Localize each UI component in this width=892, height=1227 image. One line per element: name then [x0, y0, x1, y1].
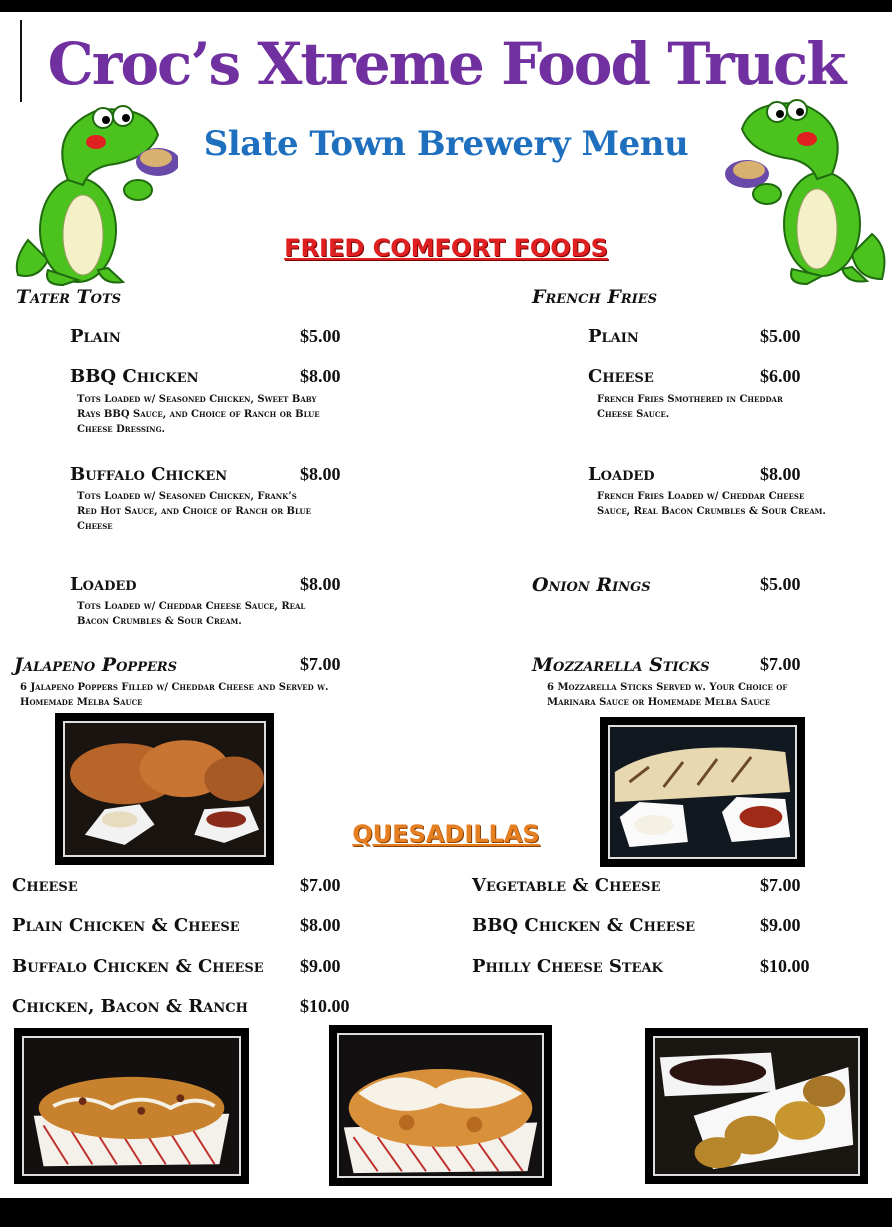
menu-item-name: Cheese [588, 366, 654, 387]
menu-item-description: 6 Jalapeno Poppers Filled w/ Cheddar Cheese and Served w. Homemade Melba Sauce [20, 682, 329, 708]
category-tater-tots: Tater Tots [16, 286, 122, 308]
menu-item-name: Loaded [588, 464, 655, 485]
menu-item-price: $5.00 [300, 326, 341, 346]
menu-item-name: Plain Chicken & Cheese [12, 915, 240, 936]
photo-loaded-fries [329, 1025, 552, 1186]
menu-item-name: Buffalo Chicken [70, 464, 228, 485]
menu-item-mozzarella-sticks: Mozzarella Sticks [532, 654, 710, 676]
menu-item-description: Tots Loaded w/ Seasoned Chicken, Frank’s Red Hot Sauce, and Choice of Ranch or Blue Cheese [77, 491, 311, 532]
menu-item-description: French Fries Smothered in Cheddar Cheese Sauce. [597, 394, 783, 420]
menu-item-price: $9.00 [760, 915, 801, 935]
menu-page [0, 12, 892, 1198]
menu-item-name: Buffalo Chicken & Cheese [12, 956, 264, 977]
menu-item-price: $7.00 [300, 654, 341, 674]
menu-item-name: Loaded [70, 574, 137, 595]
menu-item-price: $10.00 [760, 956, 810, 976]
menu-item-onion-rings: Onion Rings [532, 574, 651, 596]
menu-item-name: BBQ Chicken & Cheese [472, 915, 696, 936]
menu-item-price: $10.00 [300, 996, 350, 1016]
menu-item-price: $7.00 [300, 875, 341, 895]
menu-item-description: 6 Mozzarella Sticks Served w. Your Choice of Marinara Sauce or Homemade Melba Sauce [547, 682, 788, 708]
section-heading-quesadillas: QUESADILLAS [352, 820, 540, 848]
menu-item-price: $8.00 [300, 464, 341, 484]
page-subtitle: Slate Town Brewery Menu [203, 124, 689, 164]
page-title: Croc’s Xtreme Food Truck [47, 30, 845, 98]
menu-item-name: Cheese [12, 875, 78, 896]
menu-item-price: $8.00 [760, 464, 801, 484]
menu-item-price: $8.00 [300, 366, 341, 386]
menu-item-name: Plain [588, 326, 639, 347]
menu-item-name: Chicken, Bacon & Ranch [12, 996, 248, 1017]
menu-item-name: BBQ Chicken [70, 366, 199, 387]
photo-loaded-tots [14, 1028, 249, 1184]
menu-item-price: $7.00 [760, 875, 801, 895]
photo-fried-snacks [645, 1028, 868, 1184]
menu-item-price: $6.00 [760, 366, 801, 386]
category-french-fries: French Fries [532, 286, 657, 308]
menu-item-price: $5.00 [760, 326, 801, 346]
menu-item-price: $5.00 [760, 574, 801, 594]
menu-item-description: Tots Loaded w/ Seasoned Chicken, Sweet Baby Rays BBQ Sauce, and Choice of Ranch or Blue Cheese Dressing. [77, 394, 320, 435]
menu-item-name: Plain [70, 326, 121, 347]
menu-item-description: Tots Loaded w/ Cheddar Cheese Sauce, Real Bacon Crumbles & Sour Cream. [77, 601, 306, 627]
menu-item-name: Philly Cheese Steak [472, 956, 663, 977]
menu-item-name: Vegetable & Cheese [472, 875, 661, 896]
menu-item-price: $7.00 [760, 654, 801, 674]
menu-item-price: $8.00 [300, 915, 341, 935]
menu-item-price: $8.00 [300, 574, 341, 594]
menu-item-price: $9.00 [300, 956, 341, 976]
section-heading-fried: FRIED COMFORT FOODS [284, 234, 608, 262]
menu-item-description: French Fries Loaded w/ Cheddar Cheese Sauce, Real Bacon Crumbles & Sour Cream. [597, 491, 826, 517]
menu-item-jalapeno-poppers: Jalapeno Poppers [14, 654, 178, 676]
